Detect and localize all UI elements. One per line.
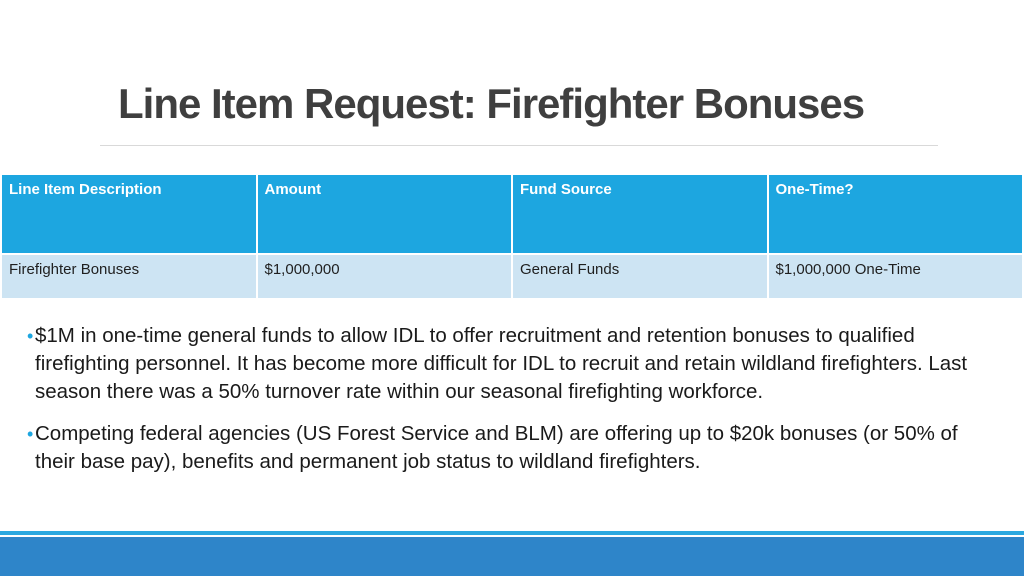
table-header-row: [1, 174, 1023, 254]
bullet-dot-icon: •: [27, 326, 34, 346]
bullet-dot-icon: •: [27, 424, 34, 444]
table-row: [1, 254, 1023, 299]
footer-accent-line: [0, 531, 1024, 535]
header-line-item-description: Line Item Description: [1, 174, 257, 254]
header-amount: Amount: [257, 174, 513, 254]
bullet-text: Competing federal agencies (US Forest Service and BLM) are offering up to $20k bonuses (or 50% of their base pay), benefits and permanent job status to wildland firefighters.: [35, 422, 958, 473]
slide-title: Line Item Request: Firefighter Bonuses: [118, 80, 865, 127]
list-item: [28, 322, 988, 406]
cell-one-time: $1,000,000 One-Time: [768, 254, 1024, 299]
footer-bar: [0, 537, 1024, 576]
list-item: [28, 420, 988, 476]
cell-line-item-description: Firefighter Bonuses: [1, 254, 257, 299]
header-fund-source: Fund Source: [512, 174, 768, 254]
bullet-text: $1M in one-time general funds to allow IDL to offer recruitment and retention bonuses to qualified firefighting personnel. It has become more difficult for IDL to recruit and retain wildland firefighters. Last season there was a 50% turnover rate within our seasonal firefighting workforce.: [35, 324, 968, 403]
line-item-table: [0, 173, 1024, 300]
cell-fund-source: General Funds: [512, 254, 768, 299]
header-one-time: One-Time?: [768, 174, 1024, 254]
cell-amount: $1,000,000: [257, 254, 513, 299]
title-divider: [100, 145, 938, 146]
bullet-list: [28, 322, 988, 490]
